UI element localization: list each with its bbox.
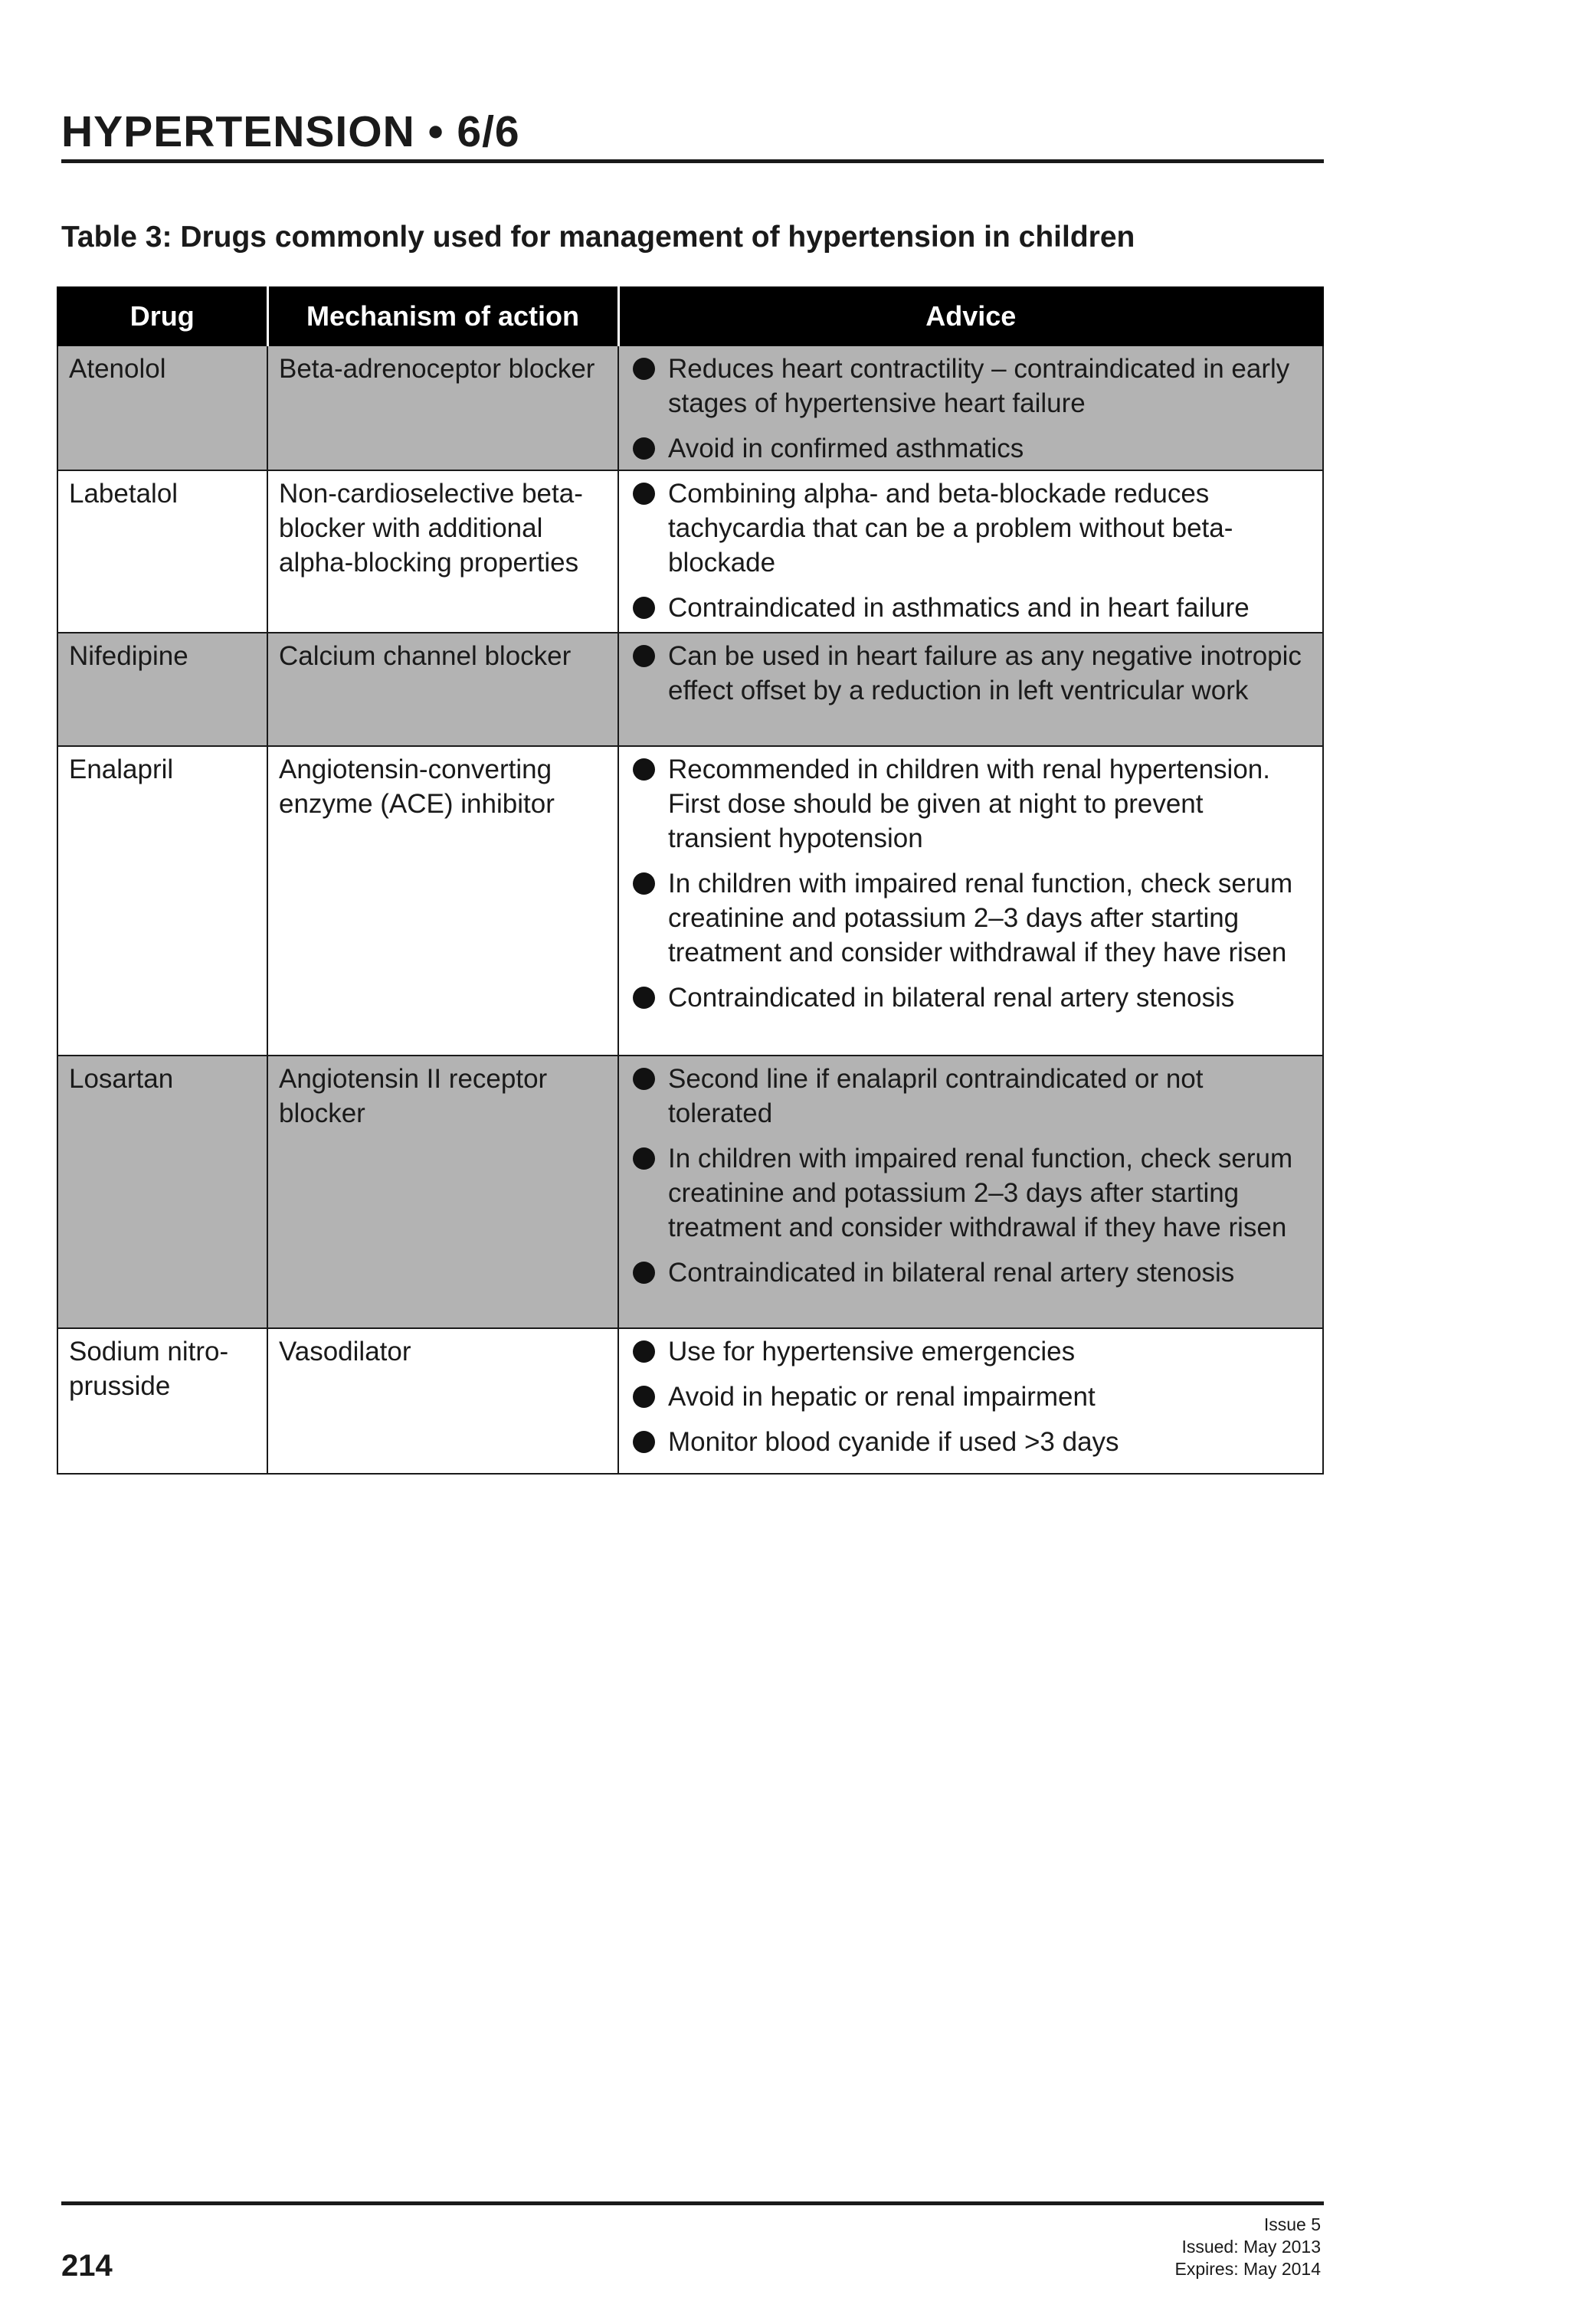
advice-text: Reduces heart contractility – contraindicated in early stages of hypertensive heart failure [668, 354, 1290, 418]
advice-text: In children with impaired renal function, check serum creatinine and potassium 2–3 days after starting treatment and consider withdrawal if they have risen [668, 1144, 1293, 1242]
advice-item [630, 1141, 1312, 1245]
bullet-icon [633, 1386, 655, 1408]
bullet-icon [633, 987, 655, 1009]
bullet-icon [633, 1147, 655, 1170]
advice-cell [618, 470, 1323, 633]
mechanism-cell: Calcium channel blocker [267, 633, 618, 746]
mechanism-cell: Angiotensin II receptor blocker [267, 1056, 618, 1328]
advice-text: Contraindicated in bilateral renal artery stenosis [668, 1258, 1235, 1288]
advice-item [630, 866, 1312, 970]
footer-rule [61, 2201, 1324, 2205]
page-number: 214 [61, 2249, 113, 2283]
bullet-icon [633, 1262, 655, 1284]
advice-text: Contraindicated in bilateral renal artery stenosis [668, 983, 1235, 1013]
advice-text: In children with impaired renal function, check serum creatinine and potassium 2–3 days after starting treatment and consider withdrawal if they have risen [668, 869, 1293, 967]
table-caption: Table 3: Drugs commonly used for management of hypertension in children [61, 221, 1135, 254]
issued-date: Issued: May 2013 [1181, 2237, 1321, 2257]
advice-item [630, 639, 1312, 708]
column-header-drug: Drug [57, 287, 267, 345]
mechanism-cell: Non-cardioselective beta-blocker with additional alpha-blocking properties [267, 470, 618, 633]
advice-text: Avoid in confirmed asthmatics [668, 434, 1024, 463]
advice-item [630, 752, 1312, 856]
mechanism-cell: Vasodilator [267, 1328, 618, 1474]
advice-text: Contraindicated in asthmatics and in heart failure [668, 593, 1250, 623]
table-row [57, 633, 1323, 746]
advice-cell [618, 345, 1323, 470]
advice-item [630, 591, 1312, 625]
advice-item [630, 431, 1312, 466]
bullet-icon [633, 758, 655, 781]
drug-cell: Labetalol [57, 470, 267, 633]
advice-text: Can be used in heart failure as any negative inotropic effect offset by a reduction in left ventricular work [668, 641, 1302, 705]
column-header-mechanism: Mechanism of action [267, 287, 618, 345]
bullet-icon [633, 358, 655, 380]
drug-cell: Sodium nitro-prusside [57, 1328, 267, 1474]
drug-table [57, 286, 1324, 1475]
drug-cell: Nifedipine [57, 633, 267, 746]
table-header-row [57, 287, 1323, 345]
advice-item [630, 1255, 1312, 1290]
drug-cell: Enalapril [57, 746, 267, 1056]
advice-cell [618, 1328, 1323, 1474]
bullet-icon [633, 483, 655, 505]
bullet-icon [633, 872, 655, 895]
page-title: HYPERTENSION • 6/6 [61, 107, 520, 156]
table-row [57, 1328, 1323, 1474]
advice-item [630, 1062, 1312, 1131]
issue-number: Issue 5 [1263, 2214, 1321, 2234]
bullet-icon [633, 1431, 655, 1453]
mechanism-cell: Angiotensin-converting enzyme (ACE) inhibitor [267, 746, 618, 1056]
advice-item [630, 352, 1312, 421]
expiry-date: Expires: May 2014 [1174, 2259, 1321, 2279]
table-row [57, 746, 1323, 1056]
bullet-icon [633, 597, 655, 619]
advice-item [630, 980, 1312, 1015]
advice-text: Second line if enalapril contraindicated or not tolerated [668, 1064, 1204, 1128]
bullet-icon [633, 1068, 655, 1090]
bullet-icon [633, 1340, 655, 1363]
advice-item [630, 476, 1312, 580]
issue-info [1175, 2214, 1321, 2280]
bullet-icon [633, 645, 655, 667]
table-row [57, 470, 1323, 633]
advice-item [630, 1425, 1312, 1459]
advice-text: Use for hypertensive emergencies [668, 1337, 1076, 1367]
advice-text: Combining alpha- and beta-blockade reduces tachycardia that can be a problem without beta-blockade [668, 479, 1233, 578]
title-rule [61, 159, 1324, 163]
mechanism-cell: Beta-adrenoceptor blocker [267, 345, 618, 470]
advice-text: Monitor blood cyanide if used >3 days [668, 1427, 1119, 1457]
advice-text: Recommended in children with renal hypertension. First dose should be given at night to prevent transient hypotension [668, 754, 1270, 853]
column-header-advice: Advice [618, 287, 1323, 345]
table-row [57, 345, 1323, 470]
advice-item [630, 1380, 1312, 1414]
advice-cell [618, 633, 1323, 746]
advice-cell [618, 746, 1323, 1056]
drug-cell: Atenolol [57, 345, 267, 470]
advice-text: Avoid in hepatic or renal impairment [668, 1382, 1096, 1412]
drug-cell: Losartan [57, 1056, 267, 1328]
bullet-icon [633, 437, 655, 460]
advice-item [630, 1334, 1312, 1369]
table-row [57, 1056, 1323, 1328]
advice-cell [618, 1056, 1323, 1328]
